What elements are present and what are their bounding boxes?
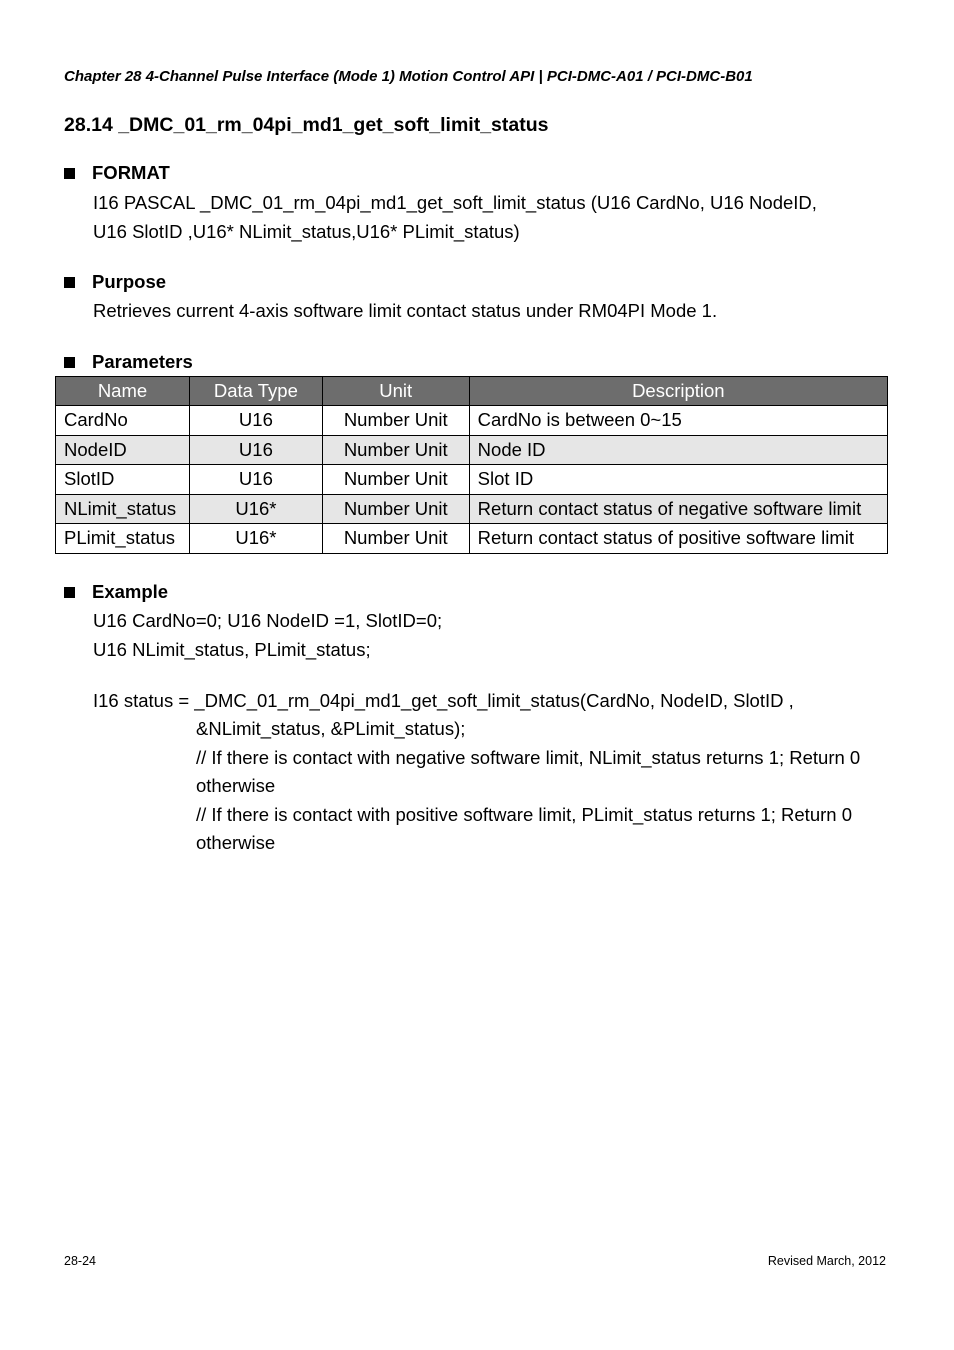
- cell-description: CardNo is between 0~15: [469, 406, 887, 436]
- format-signature: [93, 189, 817, 246]
- column-header-unit: Unit: [322, 377, 469, 406]
- cell-description: Node ID: [469, 435, 887, 465]
- code-comment: otherwise: [196, 832, 276, 853]
- cell-unit: Number Unit: [322, 406, 469, 436]
- example-call: I16 status = _DMC_01_rm_04pi_md1_get_soft_limit_status(CardNo, NodeID, SlotID ,: [93, 690, 794, 711]
- format-heading-label: FORMAT: [92, 162, 170, 183]
- format-line: U16 SlotID ,U16* NLimit_status,U16* PLimit_status): [93, 220, 520, 242]
- bullet-square-icon: [64, 168, 75, 179]
- cell-unit: Number Unit: [322, 524, 469, 554]
- table-row: [56, 494, 888, 524]
- table-header-row: [56, 377, 888, 406]
- example-heading: [64, 581, 168, 603]
- example-declarations: [93, 607, 442, 664]
- cell-data-type: U16*: [189, 524, 322, 554]
- cell-name: CardNo: [56, 406, 190, 436]
- example-call-continuation: [196, 715, 896, 858]
- table-row: [56, 465, 888, 495]
- code-comment: // If there is contact with positive software limit, PLimit_status returns 1; Return 0: [196, 803, 852, 825]
- parameters-heading-label: Parameters: [92, 351, 193, 372]
- table-row: [56, 524, 888, 554]
- parameters-heading: [64, 351, 193, 373]
- cell-name: NodeID: [56, 435, 190, 465]
- code-comment: otherwise: [196, 775, 276, 796]
- cell-name: NLimit_status: [56, 494, 190, 524]
- cell-name: PLimit_status: [56, 524, 190, 554]
- format-heading: [64, 162, 170, 184]
- purpose-text: Retrieves current 4-axis software limit contact status under RM04PI Mode 1.: [93, 300, 718, 321]
- page-number: 28-24: [64, 1254, 96, 1268]
- cell-unit: Number Unit: [322, 435, 469, 465]
- column-header-name: Name: [56, 377, 190, 406]
- section-title: 28.14 _DMC_01_rm_04pi_md1_get_soft_limit_status: [64, 114, 549, 136]
- purpose-heading: [64, 271, 166, 293]
- code-line: U16 CardNo=0; U16 NodeID =1, SlotID=0;: [93, 610, 443, 631]
- cell-unit: Number Unit: [322, 494, 469, 524]
- purpose-heading-label: Purpose: [92, 271, 167, 292]
- chapter-header: Chapter 28 4-Channel Pulse Interface (Mode 1) Motion Control API | PCI-DMC-A01 / PCI-DMC-B01: [64, 68, 753, 85]
- table-row: [56, 406, 888, 436]
- format-line: I16 PASCAL _DMC_01_rm_04pi_md1_get_soft_limit_status (U16 CardNo, U16 NodeID,: [93, 192, 817, 213]
- cell-data-type: U16*: [189, 494, 322, 524]
- cell-data-type: U16: [189, 435, 322, 465]
- cell-description: Return contact status of negative software limit: [469, 494, 887, 524]
- cell-unit: Number Unit: [322, 465, 469, 495]
- cell-data-type: U16: [189, 406, 322, 436]
- cell-data-type: U16: [189, 465, 322, 495]
- column-header-description: Description: [469, 377, 887, 406]
- bullet-square-icon: [64, 357, 75, 368]
- code-line: &NLimit_status, &PLimit_status);: [196, 718, 466, 739]
- bullet-square-icon: [64, 587, 75, 598]
- parameters-table: [55, 376, 888, 554]
- cell-name: SlotID: [56, 465, 190, 495]
- column-header-data-type: Data Type: [189, 377, 322, 406]
- table-row: [56, 435, 888, 465]
- cell-description: Return contact status of positive software limit: [469, 524, 887, 554]
- cell-description: Slot ID: [469, 465, 887, 495]
- example-heading-label: Example: [92, 581, 169, 602]
- bullet-square-icon: [64, 277, 75, 288]
- code-comment: // If there is contact with negative software limit, NLimit_status returns 1; Return 0: [196, 746, 861, 768]
- revision-date: Revised March, 2012: [767, 1254, 886, 1268]
- code-line: U16 NLimit_status, PLimit_status;: [93, 638, 371, 660]
